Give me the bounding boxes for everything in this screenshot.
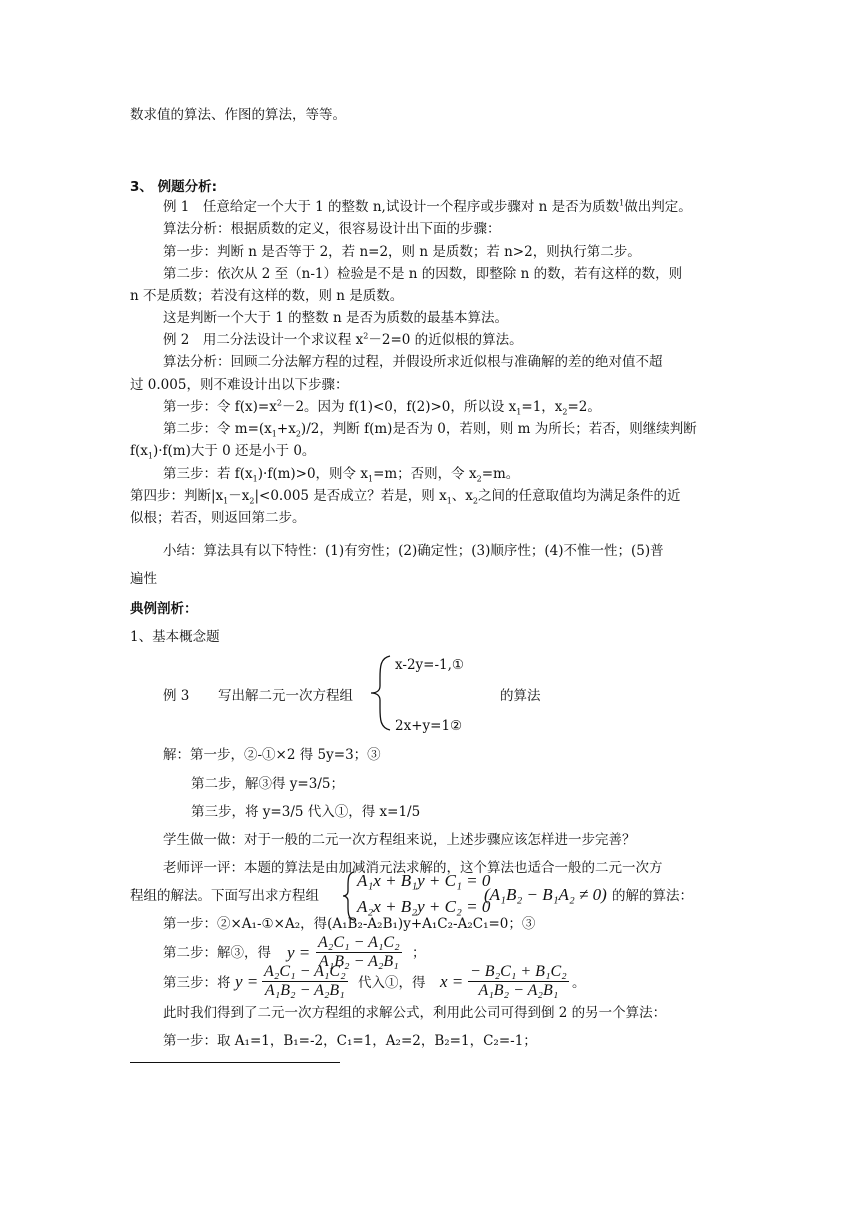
intro-tail: 数求值的算法、作图的算法，等等。: [130, 107, 346, 123]
ex3-text: 写出解二元一次方程组: [218, 688, 353, 704]
summary-a: 小结：算法具有以下特性：(1)有穷性；(2)确定性；(3)顺序性；(4)不惟一性；(5)普: [163, 543, 664, 559]
formula-note: 此时我们得到了二元一次方程组的求解公式，利用此公司可得到倒 2 的另一个算法：: [163, 1005, 667, 1021]
ex2-step2b: $f(x_1)\cdot f(m)$大于 0 还是小于 0。: [130, 443, 316, 461]
gen-step3c: 。: [572, 975, 586, 991]
gen-step2-y: y =: [287, 943, 311, 962]
ex2-step4a: 第四步：判断$|x_1-x_2|<0.005$ 是否成立？若是，则 $x_1$、$x_2$之间的任意取值均为满足条件的近: [130, 488, 681, 506]
ex1-step2a: 第二步：依次从 2 至（n-1）检验是不是 n 的因数，即整除 n 的数，若有这样的数，则: [163, 266, 683, 282]
ex2-analysis-a: 算法分析：回顾二分法解方程的过程，并假设所求近似根与准确解的差的绝对值不超: [163, 354, 663, 370]
ex1-step2b: n 不是质数；若没有这样的数，则 n 是质数。: [130, 288, 404, 304]
ex3-sol1: 解：第一步，②-①×2 得 5y=3；③: [163, 747, 381, 763]
student-prompt: 学生做一做：对于一般的二元一次方程组来说，上述步骤应该怎样进一步完善？: [163, 832, 636, 848]
gen-step1: 第一步：②×A₁-①×A₂，得(A₁B₂-A₂B₁)y+A₁C₂-A₂C₁=0；③: [163, 916, 536, 932]
ex2-step1: 第一步：令 $f(x)=x^2-2$。因为 f(1)<0，f(2)>0，所以设 $x_1=1$，$x_2=2$。: [163, 398, 601, 417]
summary-b: 遍性: [130, 571, 157, 587]
ex2-analysis-b: 过 0.005，则不难设计出以下步骤：: [130, 377, 349, 393]
frac-x: $\frac{\text{− B₂C₁ + B₁C₂}}{\text{A₁B₂ − A₂B₁}}$: [470, 963, 567, 999]
ex2-step3: 第三步：若 $f(x_1)\cdot f(m)>0$，则令 $x_1=m$；否则，令 $x_2=m$。: [163, 466, 520, 484]
gen-cond: (A₁B₂ − B₁A₂ ≠ 0): [484, 885, 607, 904]
ex2-step4b: 似根；若否，则返回第二步。: [130, 510, 306, 526]
gen-step2: 第二步：解③，得: [163, 945, 271, 961]
gen-eq2: A₂x + B₂y + C₂ = 0: [357, 897, 491, 916]
frac-y-1: $\frac{\text{A₂C₁ − A₁C₂}}{\text{A₁B₂ − A₂B₁}}$: [318, 934, 400, 970]
gen-step2-semi: ；: [412, 945, 426, 961]
ex2-step2a: 第二步：令 $m=(x_1+x_2)/2$，判断 f(m)是否为 0，若则，则 m 为所长；若否，则继续判断: [163, 421, 697, 439]
gen-step3-x: x =: [440, 972, 464, 991]
typical-title: 典例剖析：: [130, 601, 198, 617]
ex1-analysis: 算法分析：根据质数的定义，很容易设计出下面的步骤：: [163, 221, 501, 237]
ex1-conclusion: 这是判断一个大于 1 的整数 n 是否为质数的最基本算法。: [163, 310, 508, 326]
gen-eq1: A₁x + B₁y + C₁ = 0: [357, 871, 491, 890]
ex1-line1: 例 1 任意给定一个大于 1 的整数 n,试设计一个程序或步骤对 n 是否为质数$^1$做出判定。: [163, 198, 692, 215]
footnote-separator: [130, 1062, 340, 1063]
teacher-a: 老师评一评：本题的算法是由加减消元法求解的，这个算法也适合一般的二元一次方: [163, 860, 663, 876]
basic-title: 1、基本概念题: [130, 629, 220, 645]
gen-step3a: 第三步：将: [163, 975, 231, 991]
teacher-b2: 的解的算法：: [612, 888, 693, 904]
ex2-line1: 例 2 用二分法设计一个求议程 $x^2-2=0$ 的近似根的算法。: [163, 331, 523, 348]
final-step1: 第一步：取 A₁=1，B₁=-2，C₁=1，A₂=2，B₂=1，C₂=-1；: [163, 1033, 537, 1049]
gen-step3-y: y =: [235, 972, 259, 991]
ex3-eq2: 2x+y=1②: [395, 718, 463, 734]
ex3-brace: [368, 654, 394, 732]
gen-step3b: 代入①，得: [358, 975, 426, 991]
ex1-step1: 第一步：判断 n 是否等于 2，若 n=2，则 n 是质数；若 n>2，则执行第二步。: [163, 244, 641, 260]
ex3-eq1: x-2y=-1,①: [395, 657, 465, 673]
section3-title: 3、 例题分析:: [130, 179, 217, 195]
ex3-sol2: 第二步，解③得 y=3/5；: [191, 776, 344, 792]
ex3-suffix: 的算法: [500, 688, 541, 704]
ex3-sol3: 第三步，将 y=3/5 代入①，得 x=1/5: [191, 804, 421, 820]
ex3-label: 例 3: [163, 688, 190, 704]
frac-y-2: $\frac{\text{A₂C₁ − A₁C₂}}{\text{A₁B₂ − A₂B₁}}$: [264, 963, 346, 999]
teacher-b1: 程组的解法。下面写出求方程组: [130, 888, 319, 904]
